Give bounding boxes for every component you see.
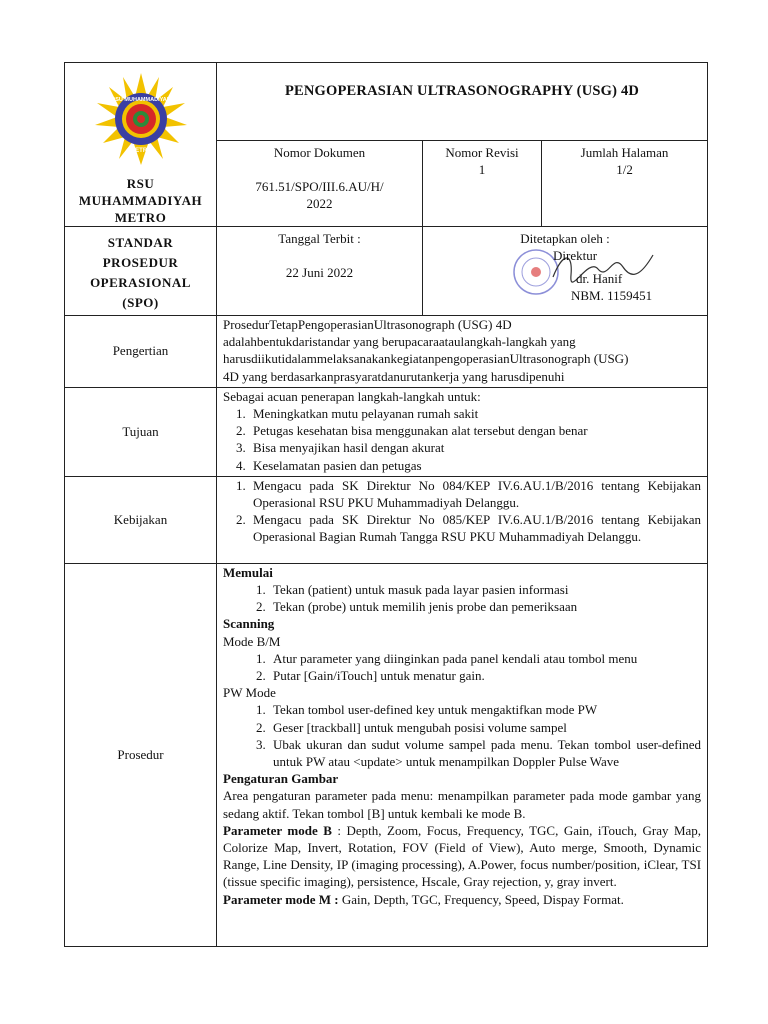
tujuan-content xyxy=(217,387,708,476)
scanning-heading: Scanning xyxy=(223,616,275,632)
document-title: PENGOPERASIAN ULTRASONOGRAPHY (USG) 4D xyxy=(217,63,708,141)
tujuan-label: Tujuan xyxy=(65,387,217,476)
pw-mode-list xyxy=(223,701,701,770)
nomor-dokumen-value-2: 2022 xyxy=(306,195,333,211)
nomor-revisi-cell xyxy=(423,140,542,226)
jumlah-halaman-label: Jumlah Halaman xyxy=(580,144,669,160)
list-item: 1. Meningkatkan mutu pelayanan rumah sakit xyxy=(249,405,701,422)
mode-bm-list xyxy=(223,650,701,684)
list-item: 3. Bisa menyajikan hasil dengan akurat xyxy=(249,439,701,456)
tanggal-terbit-value: 22 Juni 2022 xyxy=(285,265,354,280)
nomor-dokumen-cell xyxy=(217,140,423,226)
jumlah-halaman-cell xyxy=(542,140,708,226)
kebijakan-list xyxy=(223,477,701,546)
memulai-list xyxy=(223,581,701,615)
memulai-heading: Memulai xyxy=(223,564,273,580)
direktur-nbm: NBM. 1159451 xyxy=(571,288,653,303)
list-item: 4. Keselamatan pasien dan petugas xyxy=(249,457,701,474)
param-mode-b: Parameter mode B : Depth, Zoom, Focus, Frequency, TGC, Gain, iTouch, Gray Map, Colorize Map, Invert, Rotation, FOV (Field of View), Auto merge, Smooth, Dynamic Range, Line Density, IP (imaging processing), A.Power, focus number/position, iClear, TSI (tissue specific imaging), persistence, Hscale, Gray rejection, y, gray invert. xyxy=(223,822,702,890)
mode-bm-heading: Mode B/M xyxy=(223,633,281,649)
ditetapkan-label: Ditetapkan oleh : xyxy=(520,231,610,246)
organization-name: RSU MUHAMMADIYAH METRO xyxy=(78,176,203,225)
area-text: Area pengaturan parameter pada menu: menampilkan parameter pada mode gambar yang sedang aktif. Tekan tombol [B] untuk kembali ke mode B. xyxy=(223,788,702,821)
nomor-revisi-label: Nomor Revisi xyxy=(445,144,519,160)
jumlah-halaman-value: 1/2 xyxy=(616,161,633,177)
direktur-label: Direktur xyxy=(552,248,598,263)
list-item: 3. Ubak ukuran dan sudut volume sampel pada menu. Tekan tombol user-defined untuk PW atau <update> untuk menampilkan Doppler Pulse Wave xyxy=(269,736,701,770)
nomor-dokumen-value-1: 761.51/SPO/III.6.AU/H/ xyxy=(255,178,384,194)
logo-cell xyxy=(65,63,217,227)
prosedur-content xyxy=(217,563,708,946)
list-item: 1. Tekan tombol user-defined key untuk mengaktifkan mode PW xyxy=(269,701,701,718)
prosedur-label: Prosedur xyxy=(65,563,217,946)
tanggal-terbit-cell xyxy=(217,227,423,316)
logo-text-bottom: METRO xyxy=(129,148,152,154)
list-item: 2. Mengacu pada SK Direktur No 085/KEP IV.6.AU.1/B/2016 tentang Kebijakan Operasional Bagian Rumah Tangga RSU PKU Muhammadiyah Delanggu. xyxy=(249,511,701,545)
kebijakan-content xyxy=(217,476,708,563)
logo-text-top: RSU MUHAMMADIYAH xyxy=(110,97,171,103)
tanggal-terbit-label: Tanggal Terbit : xyxy=(278,231,361,246)
muhammadiyah-logo-icon xyxy=(86,69,196,167)
list-item: 1. Atur parameter yang diinginkan pada panel kendali atau tombol menu xyxy=(269,650,701,667)
nomor-dokumen-label: Nomor Dokumen xyxy=(273,144,366,160)
list-item: 2. Petugas kesehatan bisa menggunakan alat tersebut dengan benar xyxy=(249,422,701,439)
spo-title-cell: STANDAR PROSEDUR OPERASIONAL (SPO) xyxy=(65,227,217,316)
list-item: 2. Tekan (probe) untuk memilih jenis probe dan pemeriksaan xyxy=(269,598,701,615)
direktur-name: dr. Hanif xyxy=(576,271,623,286)
list-item: 1. Mengacu pada SK Direktur No 084/KEP IV.6.AU.1/B/2016 tentang Kebijakan Operasional RSU PKU Muhammadiyah Delanggu. xyxy=(249,477,701,511)
pengertian-label: Pengertian xyxy=(65,316,217,388)
ditetapkan-cell xyxy=(423,227,708,316)
pw-mode-heading: PW Mode xyxy=(223,685,276,701)
signature-block xyxy=(423,247,707,315)
param-mode-m: Parameter mode M : Gain, Depth, TGC, Frequency, Speed, Dispay Format. xyxy=(223,891,624,907)
kebijakan-label: Kebijakan xyxy=(65,476,217,563)
pengaturan-heading: Pengaturan Gambar xyxy=(223,771,339,787)
spo-document-table xyxy=(64,62,708,947)
nomor-revisi-value: 1 xyxy=(478,161,486,177)
pengertian-text: ProsedurTetapPengoperasianUltrasonograph (USG) 4D adalahbentukdaristandar yang berupacaraataulangkah-langkah yang harusdiikutidalammelaksanakankegiatanpengoperasianUltrasonograph (USG) 4D yang berdasarkanprasyaratdanurutankerja yang harusdipenuhi xyxy=(217,316,708,388)
list-item: 1. Tekan (patient) untuk masuk pada layar pasien informasi xyxy=(269,581,701,598)
list-item: 2. Putar [Gain/iTouch] untuk menatur gain. xyxy=(269,667,701,684)
tujuan-list xyxy=(223,405,701,474)
list-item: 2. Geser [trackball] untuk mengubah posisi volume sampel xyxy=(269,719,701,736)
tujuan-intro: Sebagai acuan penerapan langkah-langkah untuk: xyxy=(223,388,481,404)
